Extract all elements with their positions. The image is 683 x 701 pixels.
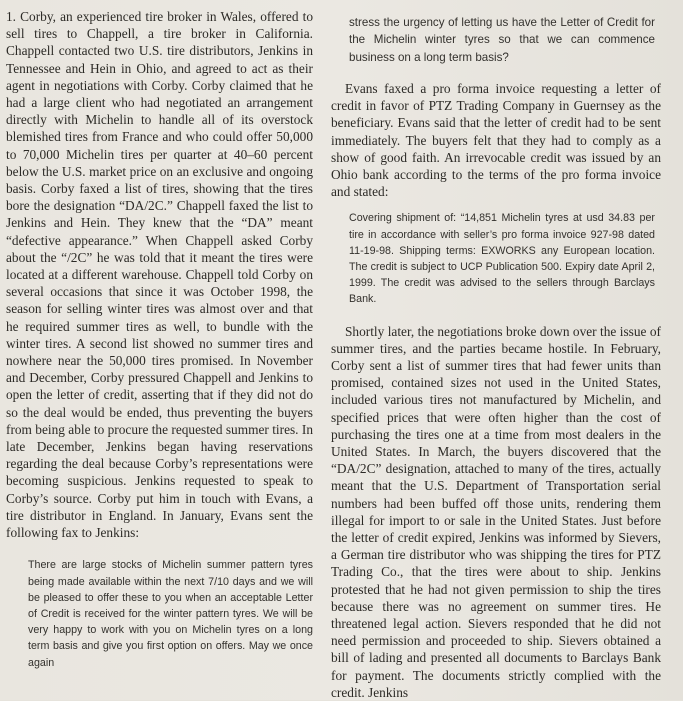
letter-of-credit-quote: Covering shipment of: “14,851 Michelin tyres at usd 34.83 per tire in accordance with seller’s pro forma invoice 927-98 dated 11-19-98. Shipping terms: EXWORKS any European location. The credit is subject to UCP Publication 500. Expiry date April 2, 1999. The credit was advised to the sellers through Barclays Bank. [349, 212, 655, 306]
evans-paragraph: Evans faxed a pro forma invoice requesting a letter of credit in favor of PTZ Trading Company in Guernsey as the beneficiary. Evans said that the letter of credit had to be sent immediately. The buyers felt that they had to comply as a show of good faith. An irrevocable credit was issued by an Ohio bank according to the terms of the pro forma invoice and stated: [331, 80, 661, 200]
case-paragraph: 1. Corby, an experienced tire broker in Wales, offered to sell tires to Chappell, a tire broker in California. Chappell contacted two U.S. tire distributors, Jenkins in Tennessee and Hein in Ohio, and agreed to act as their agent in negotiations with Corby. Corby claimed that he had a large client who had negotiated an arrangement directly with Michelin to handle all of its overstock blemished tires from France and who could offer 50,000 to 70,000 Michelin tires per quarter at 40–60 percent below the U.S. market price on an exclusive and ongoing basis. Corby faxed a list of tires, showing that the tires bore the designation “DA/2C.” Chappell faxed the list to Jenkins and Hein. They knew that the “DA” meant “defective appearance.” When Chappell asked Corby about the “/2C” he was told that it meant the tires were located at a different warehouse. Chappell told Corby on several occasions that since it was October 1998, the season for selling winter tires was almost over and that he required summer tires as well, to bundle with the winter tires. A second list showed no summer tires and nowhere near the 50,000 tires promised. In November and December, Corby pressured Chappell and Jenkins to open the letter of credit, asserting that if they did not do so the deal would be ended, thus preventing the buyers from being able to procure the requested summer tires. In late December, Jenkins began having reservations regarding the deal because Corby’s representations were becoming suspicious. Jenkins requested to speak to Corby’s source. Corby put him in touch with Evans, a tire distributor in England. In January, Evans sent the following fax to Jenkins: [6, 9, 313, 541]
right-column [331, 8, 661, 701]
fax-quote: There are large stocks of Michelin summer pattern tyres being made available within the next 7/10 days and we will be pleased to offer these to you when an acceptable Letter of Credit is received for the winter pattern tyres. We will be very happy to work with you on Michelin tyres on a long term basis and give you first option on offers. May we once again [28, 559, 313, 669]
later-paragraph: Shortly later, the negotiations broke down over the issue of summer tires, and the parties became hostile. In February, Corby sent a list of summer tires that had fewer units than promised, contained sizes not used in the United States, included various tires not manufactured by Michelin, and specified prices that were often higher than the cost of purchasing the tires one at a time from most dealers in the United States. In March, the buyers discovered that the “DA/2C” designation, attached to many of the tires, actually meant that the U.S. Department of Transportation serial numbers had been buffed off those units, rendering them illegal for import to or sale in the United States. Just before the letter of credit expired, Jenkins was informed by Sievers, a German tire distributor who was shipping the tires for PTZ Trading Co., that the tires were about to ship. Jenkins protested that he had not given permission to ship the tires because there was no agreement on summer tires. He threatened legal action. Sievers responded that he did not need permission and proceeded to ship. Sievers obtained a bill of lading and presented all documents to Barclays Bank for payment. The documents strictly complied with the credit. Jenkins [331, 323, 661, 700]
left-column [6, 8, 313, 671]
fax-quote-continued: stress the urgency of letting us have the Letter of Credit for the Michelin winter tyres so that we can commence business on a long term basis? [349, 16, 655, 64]
